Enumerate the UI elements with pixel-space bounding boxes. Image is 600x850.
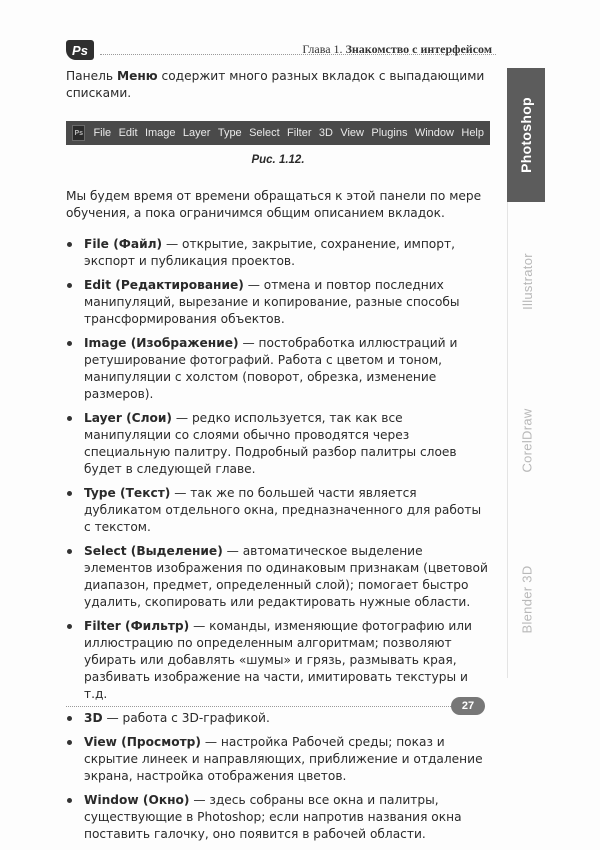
- chapter-heading: [302, 42, 492, 57]
- menu-item-3d[interactable]: 3D: [318, 127, 333, 139]
- list-item: Edit (Редактирование) — отмена и повтор последних манипуляций, вырезание и копирование, разные способы трансформирования объектов.: [66, 277, 490, 328]
- figure-caption: Рис. 1.12.: [251, 154, 305, 166]
- menu-item-window[interactable]: Window: [414, 127, 454, 139]
- photoshop-logo: [66, 40, 94, 60]
- menu-item-layer[interactable]: Layer: [182, 127, 211, 139]
- chapter-title: Знакомство с интерфейсом: [345, 42, 492, 56]
- side-tabs: [507, 68, 545, 678]
- menu-item-help[interactable]: Help: [461, 127, 484, 139]
- page-content: [66, 64, 490, 850]
- menu-item-image[interactable]: Image: [144, 127, 176, 139]
- chapter-number: Глава 1.: [302, 42, 343, 56]
- menu-bar-figure: [66, 121, 490, 145]
- body-paragraph: Мы будем время от времени обращаться к этой панели по мере обучения, а пока ограничимся общим описанием вкладок.: [66, 189, 482, 220]
- logo-text: Ps: [72, 42, 88, 58]
- list-item: 3D — работа с 3D-графикой.: [66, 710, 490, 727]
- menu-item-view[interactable]: View: [340, 127, 364, 139]
- list-item: Window (Окно) — здесь собраны все окна и палитры, существующие в Photoshop; если напротив названия окна поставить галочку, оно появится в рабочей области.: [66, 792, 490, 843]
- side-tab-photoshop[interactable]: Photoshop: [507, 68, 545, 202]
- page-number: 27: [461, 700, 475, 712]
- side-tab-coreldraw[interactable]: CorelDraw: [507, 360, 546, 520]
- menu-item-type[interactable]: Type: [217, 127, 242, 139]
- list-item: Type (Текст) — так же по большей части является дубликатом отдельного окна, предназначенного для работы с текстом.: [66, 485, 490, 536]
- list-item: File (Файл) — открытие, закрытие, сохранение, импорт, экспорт и публикация проектов.: [66, 236, 490, 270]
- list-item: Layer (Слои) — редко используется, так как все манипуляции со слоями обычно проводятся через специальную палитру. Подробный разбор палитры слоев будет в следующей главе.: [66, 410, 490, 478]
- menu-item-filter[interactable]: Filter: [287, 127, 312, 139]
- list-item: View (Просмотр) — настройка Рабочей среды; показ и скрытие линеек и направляющих, приближение и отдаление экрана, настройка отображения цветов.: [66, 734, 490, 785]
- page-number-badge: [451, 697, 485, 715]
- menubar-ps-icon: Ps: [72, 125, 85, 141]
- list-item: Image (Изображение) — постобработка иллюстраций и ретуширование фотографий. Работа с цветом и тоном, манипуляции с холстом (поворот, обрезка, изменение размеров).: [66, 335, 490, 403]
- menu-item-file[interactable]: File: [93, 127, 112, 139]
- menu-item-select[interactable]: Select: [249, 127, 280, 139]
- menu-item-plugins[interactable]: Plugins: [371, 127, 408, 139]
- list-item: Select (Выделение) — автоматическое выделение элементов изображения по одинаковым признакам (цветовой диапазон, предмет, определенный слой); помогает быстро удалить, скопировать или редактировать нужные области.: [66, 543, 490, 611]
- menu-item-edit[interactable]: Edit: [118, 127, 138, 139]
- side-tab-blender[interactable]: Blender 3D: [507, 520, 546, 678]
- footer-divider: [66, 706, 485, 707]
- side-tab-illustrator[interactable]: Illustrator: [507, 202, 546, 360]
- intro-paragraph: Панель Меню содержит много разных вкладок с выпадающими списками.: [66, 69, 485, 100]
- list-item: Filter (Фильтр) — команды, изменяющие фотографию или иллюстрацию по определенным алгоритмам; позволяют убирать или добавлять «шумы» и грязь, размывать края, разбивать изображение на части, имитировать текстуры и т.д.: [66, 618, 490, 703]
- tab-description-list: [66, 236, 490, 843]
